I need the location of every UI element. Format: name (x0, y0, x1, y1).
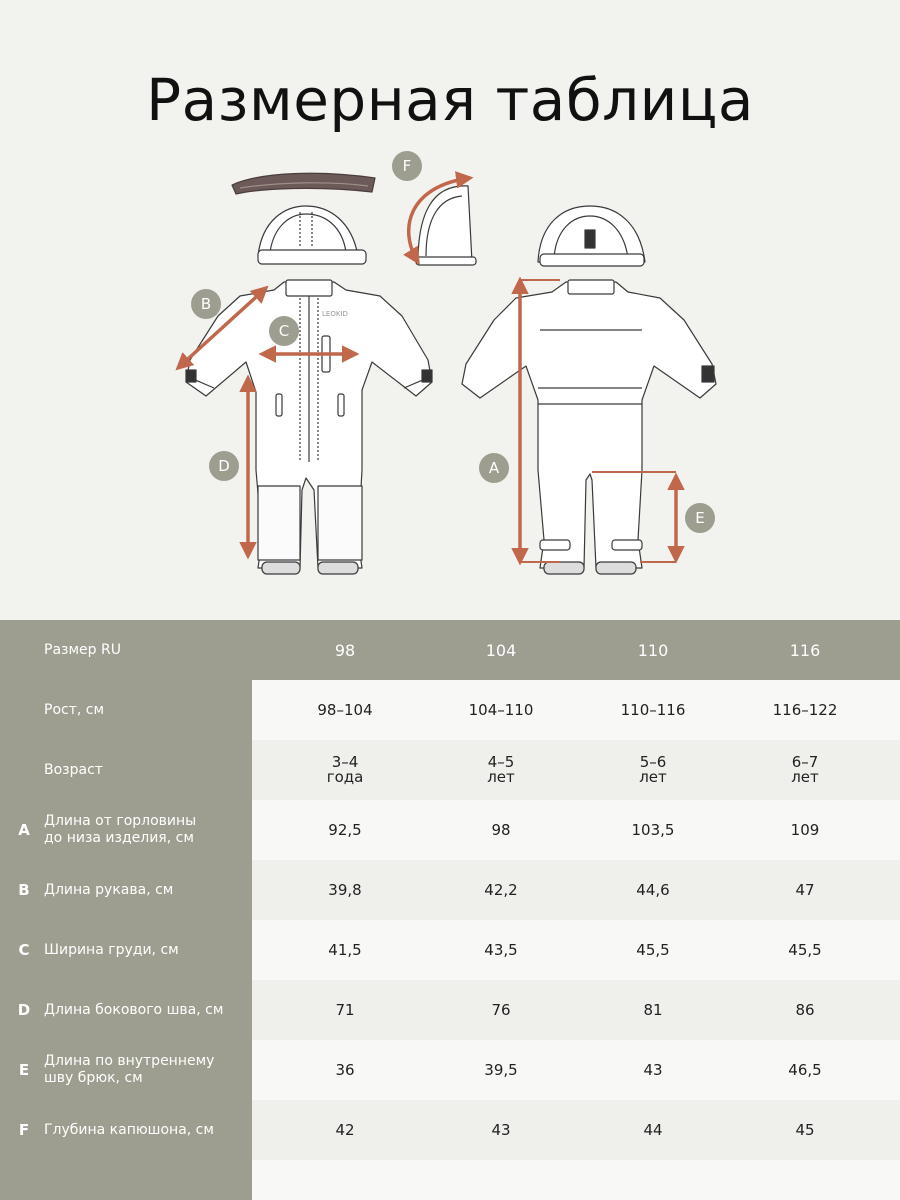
table-cell: 109 (790, 820, 820, 839)
badge-c (269, 316, 299, 346)
table-cell: 45,5 (636, 940, 670, 959)
table-cell: 43 (643, 1060, 663, 1079)
table-cell: 43 (491, 1120, 511, 1139)
table-cell: 98 (491, 820, 511, 839)
table-cell: 86 (795, 1000, 815, 1019)
table-cell: 36 (335, 1060, 355, 1079)
table-cell: 103,5 (631, 820, 675, 839)
svg-text:B: B (200, 295, 212, 313)
badge-f (392, 151, 422, 181)
row-label: Глубина капюшона, см (44, 1121, 214, 1138)
table-row-c (0, 920, 900, 980)
badge-a (479, 453, 509, 483)
header-size-cell: 116 (789, 640, 821, 660)
table-cell: 81 (643, 1000, 663, 1019)
size-table-header (0, 620, 900, 680)
row-label: Длина от горловины до низа изделия, см (44, 813, 197, 846)
table-row-d (0, 980, 900, 1040)
fur-trim (232, 173, 375, 194)
size-table (0, 620, 900, 1200)
garment-illustration (0, 140, 900, 620)
table-cell: 92,5 (328, 820, 362, 839)
hood-front (258, 206, 366, 264)
table-cell: 98–104 (317, 700, 373, 719)
badge-e (685, 503, 715, 533)
row-letter: D (17, 1001, 31, 1019)
table-cell: 116–122 (772, 700, 838, 719)
row-label: Возраст (44, 761, 103, 778)
svg-text:F: F (402, 157, 412, 175)
suit-back (462, 280, 716, 574)
table-cell: 44 (643, 1120, 663, 1139)
table-cell: 45 (795, 1120, 815, 1139)
table-row-age (0, 740, 900, 800)
badge-b (191, 289, 221, 319)
table-cell: 76 (491, 1000, 511, 1019)
page-title: Размерная таблица (146, 66, 754, 134)
header-label: Размер RU (44, 641, 121, 658)
badge-d (209, 451, 239, 481)
header-size-cell: 110 (637, 640, 669, 660)
table-row-b (0, 860, 900, 920)
svg-text:A: A (488, 459, 500, 477)
table-cell: 5–6 лет (639, 753, 667, 786)
table-cell: 6–7 лет (791, 753, 819, 786)
row-letter: A (18, 821, 30, 839)
header-size-cell: 104 (485, 640, 517, 660)
header-size-cell: 98 (334, 640, 356, 660)
table-cell: 47 (795, 880, 815, 899)
table-row-e (0, 1040, 900, 1100)
table-cell: 41,5 (328, 940, 362, 959)
table-row-a (0, 800, 900, 860)
table-cell: 46,5 (788, 1060, 822, 1079)
table-cell: 43,5 (484, 940, 518, 959)
table-cell: 44,6 (636, 880, 670, 899)
svg-text:C: C (278, 322, 290, 340)
table-row-f (0, 1100, 900, 1160)
table-row-height (0, 680, 900, 740)
row-letter: E (18, 1061, 30, 1079)
row-label: Рост, см (44, 701, 105, 718)
brand-mark: LEOKID (322, 310, 348, 318)
suit-front (186, 280, 432, 574)
row-letter (14, 740, 34, 800)
table-cell: 3–4 года (326, 753, 364, 786)
table-footer-strip (252, 1160, 900, 1200)
hood-back (538, 206, 645, 266)
row-label: Длина бокового шва, см (44, 1001, 224, 1018)
table-cell: 4–5 лет (487, 753, 515, 786)
svg-text:D: D (218, 457, 230, 475)
row-letter (14, 680, 34, 740)
table-cell: 39,5 (484, 1060, 518, 1079)
table-cell: 71 (335, 1000, 355, 1019)
table-cell: 104–110 (468, 700, 534, 719)
row-letter: C (18, 941, 30, 959)
row-label: Длина рукава, см (44, 881, 174, 898)
table-cell: 42 (335, 1120, 355, 1139)
table-cell: 45,5 (788, 940, 822, 959)
row-label: Ширина груди, см (44, 941, 179, 958)
table-cell: 39,8 (328, 880, 362, 899)
row-letter: B (18, 881, 30, 899)
row-label: Длина по внутреннему шву брюк, см (44, 1053, 215, 1086)
svg-text:E: E (695, 509, 705, 527)
table-cell: 110–116 (620, 700, 686, 719)
row-letter: F (18, 1121, 30, 1139)
table-cell: 42,2 (484, 880, 518, 899)
